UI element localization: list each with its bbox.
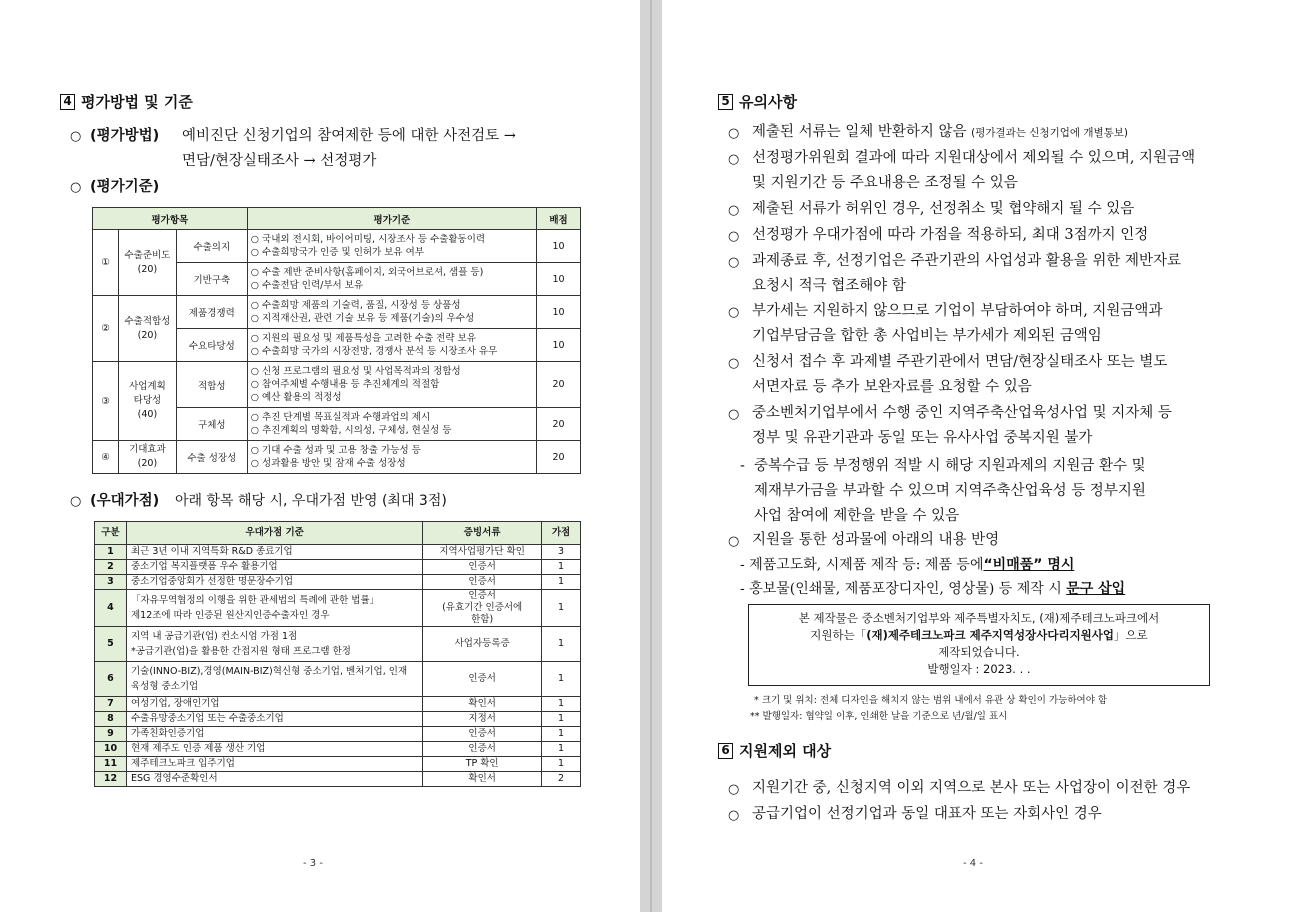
pref-header-criteria: 우대가점 기준	[126, 522, 422, 545]
eval-group-name	[118, 441, 176, 474]
footnote-2: ** 발행일자: 협약일 이후, 인쇄한 날을 기준으로 년/월/일 표시	[750, 711, 1008, 722]
exclusion-item-1: 지원기간 중, 신청지역 이외 지역으로 본사 또는 사업장이 이전한 경우	[752, 780, 1191, 796]
pref-points: 3	[542, 545, 581, 560]
notice-item-5-line-2: 요청시 적극 협조해야 함	[752, 278, 906, 294]
pref-criteria-line: 최근 3년 이내 지역특화 R&D 종료기업	[130, 546, 293, 557]
pref-document	[423, 627, 542, 662]
eval-sub-item: 수요타당성	[176, 329, 247, 362]
section-number-box: 6	[718, 743, 733, 759]
pref-document	[423, 560, 542, 575]
pref-document	[423, 662, 542, 697]
notice-item-9: 지원을 통한 성과물에 아래의 내용 반영	[752, 532, 1000, 548]
pref-row	[95, 772, 581, 787]
eval-criteria-cell	[247, 230, 536, 263]
eval-criteria-line: ○ 추진계획의 명확함, 시의성, 구체성, 현실성 등	[250, 425, 452, 436]
pref-document-line: 사업자등록증	[454, 638, 510, 649]
pref-row	[95, 712, 581, 727]
pref-row	[95, 662, 581, 697]
eval-row	[93, 230, 581, 263]
pref-row-number: 5	[95, 627, 127, 662]
eval-criteria-cell	[247, 408, 536, 441]
pref-points: 1	[542, 697, 581, 712]
pref-criteria-line: 지역 내 공급기관(업) 컨소시엄 가점 1점	[130, 631, 298, 642]
pref-document-line: 인증서	[468, 743, 496, 754]
pref-points: 1	[542, 627, 581, 662]
eval-group-name	[118, 296, 176, 362]
eval-group-weight: (20)	[137, 263, 158, 275]
page-4	[662, 0, 1302, 912]
pref-document-line: (유효기간 인증서에	[442, 602, 523, 613]
bullet-circle: ○	[728, 255, 740, 270]
pref-header-points: 가점	[542, 522, 581, 545]
eval-header-criteria: 평가기준	[247, 208, 536, 230]
pref-criteria-line: 제12조에 따라 인증된 원산지인증수출자인 경우	[130, 610, 330, 621]
pref-criteria-line: 기술(INNO-BIZ),경영(MAIN-BIZ)혁신형 중소기업, 벤처기업, 인재	[130, 666, 408, 677]
pref-document-line: 지역사업평가단 확인	[439, 546, 525, 557]
notice-item-9-sub-2-emphasis: 문구 삽입	[1066, 581, 1126, 597]
eval-group-number: ④	[93, 441, 119, 474]
pref-row-number: 3	[95, 575, 127, 590]
bullet-circle: ○	[728, 229, 740, 244]
eval-group-number: ②	[93, 296, 119, 362]
footnote-1: * 크기 및 위치: 전체 디자인을 해치지 않는 범위 내에서 유관 상 확인이 가능하여야 함	[754, 695, 1108, 706]
eval-score: 10	[537, 296, 581, 329]
notice-item-2-line-2: 및 지원기간 등 주요내용은 조정될 수 있음	[752, 175, 1018, 191]
pref-row-number: 10	[95, 742, 127, 757]
notice-item-7-line-1: 신청서 접수 후 과제별 주관기관에서 면담/현장실태조사 또는 별도	[752, 354, 1168, 370]
notice-item-3: 제출된 서류가 허위인 경우, 선정취소 및 협약해지 될 수 있음	[752, 201, 1135, 217]
pref-document-line: 인증서	[468, 576, 496, 587]
eval-group-number: ③	[93, 362, 119, 441]
pref-row-number: 11	[95, 757, 127, 772]
pref-document	[423, 772, 542, 787]
notice-item-9-sub-2-text: 홍보물(인쇄물, 제품포장디자인, 영상물) 등 제작 시	[749, 581, 1062, 597]
notice-item-9-sub-2: - 홍보물(인쇄물, 제품포장디자인, 영상물) 등 제작 시 문구 삽입	[740, 581, 1126, 597]
eval-criteria-line: ○ 수출전담 인력/부서 보유	[250, 280, 364, 291]
eval-row	[93, 362, 581, 408]
eval-criteria-line: ○ 지원의 필요성 및 제품특성을 고려한 수출 전략 보유	[250, 333, 476, 344]
pref-document	[423, 742, 542, 757]
notice-item-7-line-2: 서면자료 등 추가 보완자료를 요청할 수 있음	[752, 379, 1032, 395]
pref-document	[423, 590, 542, 627]
pref-document-line: 확인서	[468, 773, 496, 784]
pref-criteria	[126, 712, 422, 727]
pref-criteria	[126, 727, 422, 742]
pref-row	[95, 545, 581, 560]
eval-criteria-line: ○ 예산 활용의 적정성	[250, 392, 342, 403]
eval-score: 20	[537, 362, 581, 408]
pref-document-line: 한함)	[471, 614, 494, 625]
notice-item-8-line-1: 중소벤처기업부에서 수행 중인 지역주축산업육성사업 및 지자체 등	[752, 405, 1172, 421]
eval-criteria-line: ○ 기대 수출 성과 및 고용 창출 가능성 등	[250, 445, 421, 456]
pref-row	[95, 627, 581, 662]
pref-document-line: 지정서	[468, 713, 496, 724]
notice-item-9-sub-1-emphasis: “비매품” 명시	[983, 557, 1075, 573]
eval-score: 20	[537, 441, 581, 474]
notice-item-6-line-2: 기업부담금을 합한 총 사업비는 부가세가 제외된 금액임	[752, 328, 1102, 344]
section-title-text: 평가방법 및 기준	[81, 93, 193, 111]
pref-row	[95, 742, 581, 757]
pref-criteria	[126, 627, 422, 662]
pref-document	[423, 545, 542, 560]
pref-row-number: 6	[95, 662, 127, 697]
pref-criteria	[126, 590, 422, 627]
notice-item-9-sub-1-text: 제품고도화, 시제품 제작 등: 제품 등에	[749, 557, 984, 573]
method-label: (평가방법)	[90, 128, 160, 144]
pref-row-number: 4	[95, 590, 127, 627]
eval-group-number: ①	[93, 230, 119, 296]
eval-criteria-cell	[247, 296, 536, 329]
bullet-circle: ○	[728, 782, 740, 797]
pref-criteria-line: 가족친화인증기업	[130, 728, 205, 739]
eval-group-weight: (20)	[137, 329, 158, 341]
eval-criteria-line: ○ 수출희망 국가의 시장전망, 경쟁사 분석 등 시장조사 유무	[250, 346, 498, 357]
pref-criteria	[126, 697, 422, 712]
pref-row-number: 12	[95, 772, 127, 787]
pref-header-document: 증빙서류	[423, 522, 542, 545]
preference-text: 아래 항목 해당 시, 우대가점 반영 (최대 3점)	[175, 493, 447, 509]
section-5-title	[718, 91, 797, 112]
pref-row-number: 1	[95, 545, 127, 560]
bullet-circle: ○	[728, 534, 740, 549]
pref-row	[95, 575, 581, 590]
eval-sub-item: 구체성	[176, 408, 247, 441]
notice-item-5-line-1: 과제종료 후, 선정기업은 주관기관의 사업성과 활용을 위한 제반자료	[752, 253, 1182, 269]
pref-document	[423, 727, 542, 742]
eval-criteria-line: ○ 수출희망국가 인증 및 인허가 보유 여부	[250, 247, 424, 258]
pref-document-line: 인증서	[468, 561, 496, 572]
bullet-circle: ○	[728, 152, 740, 167]
pref-document-line: 인증서	[468, 590, 496, 601]
bullet-circle: ○	[728, 808, 740, 823]
pref-points: 2	[542, 772, 581, 787]
sub-dash: -	[740, 458, 745, 474]
eval-criteria-line: ○ 수출 제반 준비사항(홈페이지, 외국어브로셔, 샘플 등)	[250, 267, 484, 278]
pref-criteria-line: 현재 제주도 인증 제품 생산 기업	[130, 743, 266, 754]
pref-row	[95, 727, 581, 742]
notice-item-1-note: (평가결과는 신청기업에 개별통보)	[971, 127, 1129, 139]
pref-criteria-line: 여성기업, 장애인기업	[130, 698, 220, 709]
eval-row	[93, 296, 581, 329]
pref-document-line: 인증서	[468, 673, 496, 684]
preference-points-table	[94, 521, 581, 787]
bullet-circle: ○	[728, 356, 740, 371]
eval-criteria-line: ○ 성과활용 방안 및 잠재 수출 성장성	[250, 458, 406, 469]
eval-score: 10	[537, 263, 581, 296]
bullet-circle: ○	[728, 126, 740, 141]
preference-label: (우대가점)	[90, 493, 160, 509]
bullet-circle: ○	[728, 407, 740, 422]
page-3	[0, 0, 640, 912]
evaluation-criteria-table	[92, 207, 581, 474]
page-gutter	[640, 0, 662, 912]
page-number: - 4 -	[963, 858, 983, 869]
eval-sub-item: 기반구축	[176, 263, 247, 296]
pref-document	[423, 757, 542, 772]
eval-sub-item: 수출 성장성	[176, 441, 247, 474]
bullet-circle: ○	[728, 203, 740, 218]
eval-score: 20	[537, 408, 581, 441]
pref-criteria	[126, 560, 422, 575]
eval-group-name-text: 기대효과	[129, 444, 166, 455]
eval-criteria-cell	[247, 329, 536, 362]
notice-item-2-line-1: 선정평가위원회 결과에 따라 지원대상에서 제외될 수 있으며, 지원금액	[752, 150, 1196, 166]
notice-item-1-text: 제출된 서류는 일체 반환하지 않음	[752, 124, 967, 140]
notice-item-8-sub-line-1: 중복수급 등 부정행위 적발 시 해당 지원과제의 지원금 환수 및	[754, 458, 1146, 474]
eval-group-name	[118, 362, 176, 441]
section-number-box: 4	[60, 94, 75, 110]
pref-document	[423, 575, 542, 590]
pref-criteria	[126, 545, 422, 560]
pref-criteria	[126, 772, 422, 787]
pref-criteria-line: 제주테크노파크 입주기업	[130, 758, 235, 769]
notice-item-9-sub-1: - 제품고도화, 시제품 제작 등: 제품 등에“비매품” 명시	[740, 557, 1075, 573]
eval-criteria-cell	[247, 362, 536, 408]
eval-group-name-text: 수출적합성	[124, 315, 171, 327]
notice-item-8-sub-line-2: 제재부가금을 부과할 수 있으며 지역주축산업육성 등 정부지원	[754, 483, 1146, 499]
pref-points: 1	[542, 742, 581, 757]
eval-score: 10	[537, 230, 581, 263]
section-title-text: 유의사항	[739, 93, 797, 111]
pref-criteria-line: 육성형 중소기업	[130, 681, 199, 692]
pref-row	[95, 560, 581, 575]
criteria-label: (평가기준)	[90, 179, 160, 195]
pref-document-line: TP 확인	[465, 758, 499, 769]
eval-criteria-line: ○ 국내외 전시회, 바이어미팅, 시장조사 등 수출활동이력	[250, 234, 486, 245]
method-line-1: 예비진단 신청기업의 참여제한 등에 대한 사전검토 →	[182, 128, 516, 144]
notice-item-8-sub-line-3: 사업 참여에 제한을 받을 수 있음	[754, 508, 960, 524]
pref-document	[423, 697, 542, 712]
eval-group-weight: (20)	[137, 458, 158, 469]
eval-criteria-line: ○ 참여주체별 수행내용 등 추진체계의 적절함	[250, 379, 440, 390]
eval-sub-item: 수출의지	[176, 230, 247, 263]
eval-group-weight: (40)	[137, 409, 158, 420]
pref-points: 1	[542, 590, 581, 627]
eval-group-name-text: 사업계획 타당성	[129, 381, 166, 406]
eval-criteria-line: ○ 지적재산권, 관련 기술 보유 등 제품(기술)의 우수성	[250, 313, 475, 324]
pref-row-number: 2	[95, 560, 127, 575]
bullet-circle: ○	[70, 494, 82, 509]
eval-criteria-cell	[247, 263, 536, 296]
pref-criteria-line: 「자유무역협정의 이행을 위한 관세법의 특례에 관한 법률」	[130, 595, 380, 606]
pref-criteria-line: *공급기관(업)을 활용한 간접지원 형태 프로그램 한정	[130, 646, 351, 657]
eval-criteria-line: ○ 신청 프로그램의 필요성 및 사업목적과의 정합성	[250, 366, 461, 377]
pref-row-number: 7	[95, 697, 127, 712]
eval-criteria-line: ○ 추진 단계별 목표실적과 수행과업의 제시	[250, 412, 431, 423]
bullet-circle: ○	[728, 305, 740, 320]
pref-document-line: 인증서	[468, 728, 496, 739]
notice-item-8-line-2: 정부 및 유관기관과 동일 또는 유사사업 중복지원 불가	[752, 430, 1093, 446]
pref-criteria-line: 수출유망중소기업 또는 수출중소기업	[130, 713, 284, 724]
credit-line-1: 본 제작물은 중소벤처기업부와 제주특별자치도, (재)제주테크노파크에서	[798, 611, 1160, 625]
program-name: (재)제주테크노파크 제주지역성장사다리지원사업	[866, 628, 1115, 642]
section-number-box: 5	[718, 94, 733, 110]
eval-header-item: 평가항목	[93, 208, 248, 230]
eval-sub-item: 적합성	[176, 362, 247, 408]
pref-document	[423, 712, 542, 727]
credit-line-3: 제작되었습니다.	[938, 645, 1020, 659]
bullet-circle: ○	[70, 129, 82, 144]
section-6-title	[718, 740, 831, 761]
notice-item-6-line-1: 부가세는 지원하지 않으므로 기업이 부담하여야 하며, 지원금액과	[752, 303, 1163, 319]
pref-row-number: 8	[95, 712, 127, 727]
credit-line-4: 발행일자 : 2023. . .	[927, 662, 1031, 676]
pref-row	[95, 590, 581, 627]
pref-criteria-line: 중소기업 복지플랫폼 우수 활용기업	[130, 561, 278, 572]
pref-points: 1	[542, 727, 581, 742]
pref-points: 1	[542, 575, 581, 590]
credit-line-2: 지원하는「(재)제주테크노파크 제주지역성장사다리지원사업」으로	[810, 628, 1148, 642]
pref-criteria-line: ESG 경영수준확인서	[130, 773, 218, 784]
pref-points: 1	[542, 757, 581, 772]
exclusion-item-2: 공급기업이 선정기업과 동일 대표자 또는 자회사인 경우	[752, 806, 1102, 822]
pref-document-line: 확인서	[468, 698, 496, 709]
pref-criteria	[126, 575, 422, 590]
pref-criteria-line: 중소기업중앙회가 선정한 명문장수기업	[130, 576, 294, 587]
bullet-circle: ○	[70, 180, 82, 195]
eval-group-name	[118, 230, 176, 296]
pref-points: 1	[542, 712, 581, 727]
notice-item-1	[752, 120, 1128, 146]
pref-row	[95, 757, 581, 772]
credit-notice-box	[748, 604, 1210, 686]
pref-row-number: 9	[95, 727, 127, 742]
page-number: - 3 -	[303, 858, 323, 869]
pref-points: 1	[542, 560, 581, 575]
pref-criteria	[126, 757, 422, 772]
pref-criteria	[126, 742, 422, 757]
notice-item-4: 선정평가 우대가점에 따라 가점을 적용하되, 최대 3점까지 인정	[752, 227, 1149, 243]
pref-header-no: 구분	[95, 522, 127, 545]
eval-score: 10	[537, 329, 581, 362]
method-line-2: 면담/현장실태조사 → 선정평가	[182, 153, 377, 169]
eval-row	[93, 441, 581, 474]
eval-criteria-line: ○ 수출희망 제품의 기술력, 품질, 시장성 등 상품성	[250, 300, 461, 311]
pref-row	[95, 697, 581, 712]
pref-points: 1	[542, 662, 581, 697]
eval-sub-item: 제품경쟁력	[176, 296, 247, 329]
eval-group-name-text: 수출준비도	[124, 249, 171, 261]
section-title-text: 지원제외 대상	[739, 742, 832, 760]
eval-criteria-cell	[247, 441, 536, 474]
eval-header-score: 배점	[537, 208, 581, 230]
section-4-title	[60, 91, 193, 112]
pref-criteria	[126, 662, 422, 697]
